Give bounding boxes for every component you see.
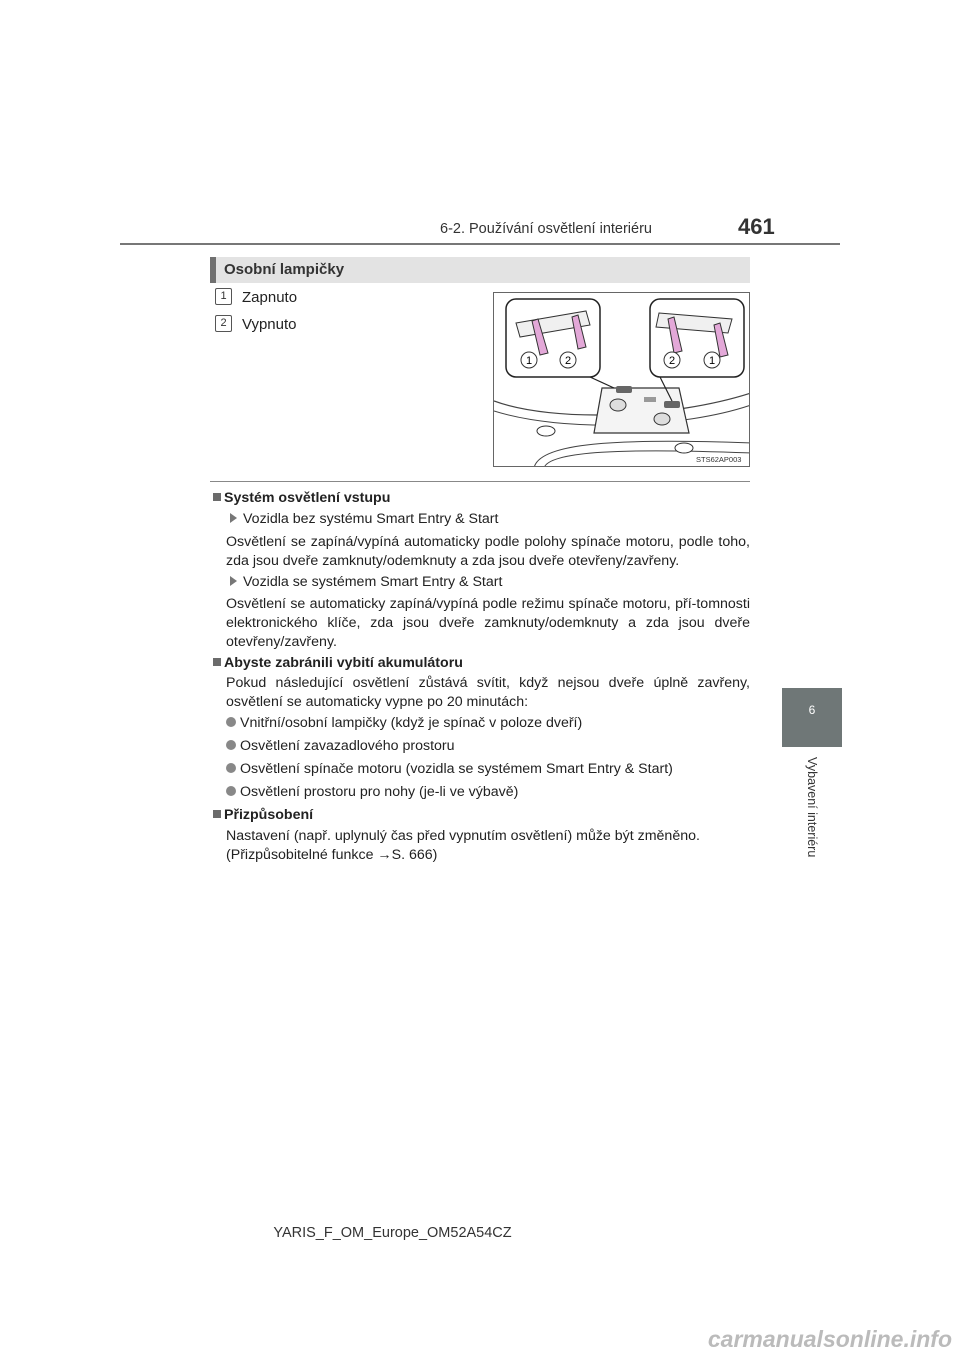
section-title: Osobní lampičky	[224, 261, 345, 278]
battery-bullet-1: Vnitřní/osobní lampičky (když je spínač v poloze dveří)	[226, 714, 763, 733]
triangle-bullet-icon	[230, 576, 237, 586]
chapter-number: 6	[808, 703, 816, 717]
header-section-title: 6-2. Používání osvětlení interiéru	[440, 221, 652, 237]
item-off	[215, 315, 297, 333]
illustration-code: STS62AP003	[696, 455, 742, 464]
triangle-bullet-icon	[230, 513, 237, 523]
footer-code: YARIS_F_OM_Europe_OM52A54CZ	[273, 1225, 512, 1241]
header-rule	[120, 243, 840, 245]
callout-left-1: 1	[525, 355, 533, 367]
callout-number-icon: 1	[215, 288, 232, 305]
chapter-title-vertical	[783, 757, 843, 877]
note-entry-text2: Osvětlení se automaticky zapíná/vypíná podle režimu spínače motoru, pří-tomnosti elektronického klíče, zda jsou dveře zamknuty/odemknuty a zda jsou dveře otevřeny/zavřeny.	[226, 596, 750, 650]
page-number: 461	[738, 214, 775, 239]
ceiling-console-drawing	[494, 293, 750, 467]
section-divider	[210, 481, 750, 482]
callout-number-icon: 2	[215, 315, 232, 332]
callout-right-2: 2	[668, 355, 676, 367]
note-custom-ref[interactable]: (Přizpůsobitelné funkce →S. 666)	[226, 847, 438, 863]
callout-left-2: 2	[564, 355, 572, 367]
item-label: Vypnuto	[242, 316, 297, 333]
square-bullet-icon	[213, 658, 221, 666]
chapter-title: Vybavení interiéru	[805, 757, 819, 858]
note-battery-title: Abyste zabránili vybití akumulátoru	[213, 654, 750, 673]
personal-lights-illustration	[493, 292, 750, 467]
square-bullet-icon	[213, 810, 221, 818]
note-battery-text: Pokud následující osvětlení zůstává svítit, když nejsou dveře úplně zavřeny, osvětlení se automaticky vypne po 20 minutách:	[226, 675, 750, 710]
dot-bullet-icon	[226, 717, 236, 727]
battery-bullet-4: Osvětlení prostoru pro nohy (je-li ve výbavě)	[226, 783, 763, 802]
battery-bullet-3: Osvětlení spínače motoru (vozidla se systémem Smart Entry & Start)	[226, 760, 763, 779]
square-bullet-icon	[213, 493, 221, 501]
note-entry-title: Systém osvětlení vstupu	[213, 489, 750, 508]
note-entry-sub2: Vozidla se systémem Smart Entry & Start	[230, 573, 767, 592]
note-entry-text1: Osvětlení se zapíná/vypíná automaticky podle polohy spínače motoru, podle toho, zda jsou dveře zamknuty/odemknuty a zda jsou dveře otevřeny/zavřeny.	[226, 534, 750, 569]
battery-bullet-2: Osvětlení zavazadlového prostoru	[226, 737, 763, 756]
note-custom-text: Nastavení (např. uplynulý čas před vypnutím osvětlení) může být změněno.	[226, 828, 700, 844]
dot-bullet-icon	[226, 740, 236, 750]
chapter-tab[interactable]	[782, 688, 842, 747]
watermark: carmanualsonline.info	[707, 1326, 952, 1352]
note-entry-sub1: Vozidla bez systému Smart Entry & Start	[230, 510, 767, 529]
dot-bullet-icon	[226, 786, 236, 796]
item-on	[215, 288, 297, 306]
item-label: Zapnuto	[242, 289, 298, 306]
callout-right-1: 1	[708, 355, 716, 367]
note-custom-title: Přizpůsobení	[213, 806, 750, 825]
dot-bullet-icon	[226, 763, 236, 773]
section-title-bar	[210, 257, 750, 283]
